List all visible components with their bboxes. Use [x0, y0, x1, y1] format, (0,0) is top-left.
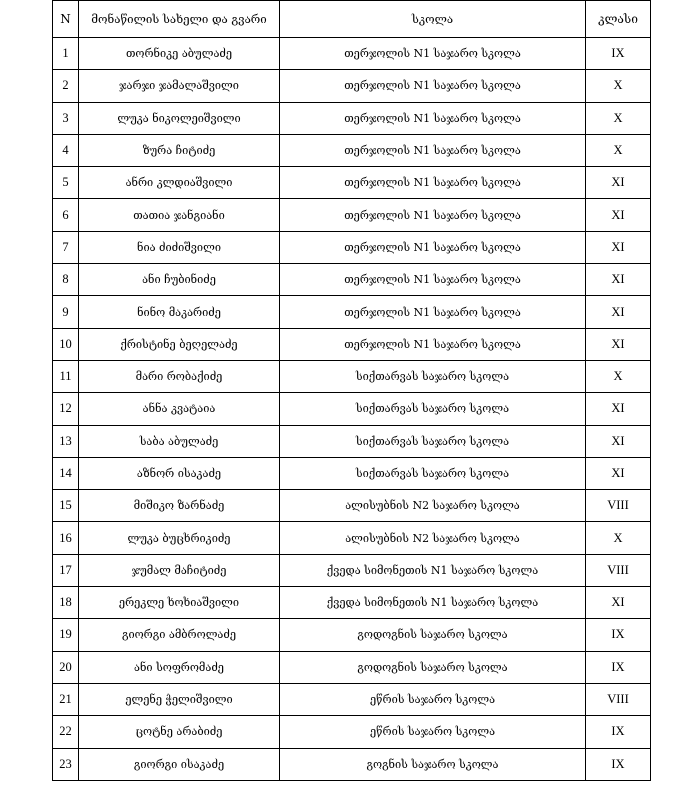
- table-row: [53, 522, 651, 554]
- cell-participant-name: ნინო მაკარიძე: [79, 296, 280, 328]
- cell-number: 17: [53, 554, 79, 586]
- cell-school: ქვედა სიმონეთის N1 საჯარო სკოლა: [280, 587, 586, 619]
- cell-class: X: [586, 134, 651, 166]
- cell-school: ალისუბნის N2 საჯარო სკოლა: [280, 522, 586, 554]
- table-row: [53, 619, 651, 651]
- cell-class: X: [586, 102, 651, 134]
- table-header-row: [53, 1, 651, 38]
- cell-participant-name: ზურა ჩიტიძე: [79, 134, 280, 166]
- cell-school: თერჯოლის N1 საჯარო სკოლა: [280, 102, 586, 134]
- cell-school: თერჯოლის N1 საჯარო სკოლა: [280, 199, 586, 231]
- cell-participant-name: ჯუმალ მაჩიტიძე: [79, 554, 280, 586]
- table-row: [53, 70, 651, 102]
- cell-participant-name: აზნორ ისაკაძე: [79, 457, 280, 489]
- table-row: [53, 490, 651, 522]
- cell-class: VIII: [586, 683, 651, 715]
- cell-number: 19: [53, 619, 79, 651]
- cell-school: თერჯოლის N1 საჯარო სკოლა: [280, 167, 586, 199]
- cell-school: სიქთარვას საჯარო სკოლა: [280, 425, 586, 457]
- cell-class: XI: [586, 393, 651, 425]
- cell-participant-name: ქრისტინე ბეღელაძე: [79, 328, 280, 360]
- table-row: [53, 328, 651, 360]
- cell-class: XI: [586, 199, 651, 231]
- cell-number: 3: [53, 102, 79, 134]
- header-class: კლასი: [586, 1, 651, 38]
- cell-participant-name: ანი ჩუბინიძე: [79, 264, 280, 296]
- table-row: [53, 134, 651, 166]
- table-body: [53, 38, 651, 781]
- cell-school: სიქთარვას საჯარო სკოლა: [280, 457, 586, 489]
- header-number: N: [53, 1, 79, 38]
- cell-number: 9: [53, 296, 79, 328]
- cell-number: 2: [53, 70, 79, 102]
- table-row: [53, 199, 651, 231]
- table-row: [53, 393, 651, 425]
- cell-number: 16: [53, 522, 79, 554]
- cell-class: XI: [586, 328, 651, 360]
- cell-school: ეწრის საჯარო სკოლა: [280, 683, 586, 715]
- cell-school: თერჯოლის N1 საჯარო სკოლა: [280, 328, 586, 360]
- cell-class: XI: [586, 457, 651, 489]
- cell-school: თერჯოლის N1 საჯარო სკოლა: [280, 38, 586, 70]
- table-row: [53, 683, 651, 715]
- cell-participant-name: ანნა კვატაია: [79, 393, 280, 425]
- cell-number: 6: [53, 199, 79, 231]
- cell-participant-name: ლუკა ნიკოლეიშვილი: [79, 102, 280, 134]
- table-row: [53, 231, 651, 263]
- table-row: [53, 587, 651, 619]
- cell-class: XI: [586, 587, 651, 619]
- cell-participant-name: თათია ჯანგიანი: [79, 199, 280, 231]
- cell-participant-name: ელენე ჭელიშვილი: [79, 683, 280, 715]
- cell-class: IX: [586, 38, 651, 70]
- cell-school: თერჯოლის N1 საჯარო სკოლა: [280, 70, 586, 102]
- table-row: [53, 554, 651, 586]
- table-row: [53, 38, 651, 70]
- cell-number: 8: [53, 264, 79, 296]
- cell-participant-name: ერეკლე ხოხიაშვილი: [79, 587, 280, 619]
- table-row: [53, 425, 651, 457]
- cell-participant-name: გიორგი ისაკაძე: [79, 748, 280, 780]
- table-row: [53, 360, 651, 392]
- cell-class: X: [586, 360, 651, 392]
- cell-class: IX: [586, 651, 651, 683]
- table-row: [53, 296, 651, 328]
- cell-school: გოდოგნის საჯარო სკოლა: [280, 619, 586, 651]
- cell-number: 4: [53, 134, 79, 166]
- table-row: [53, 102, 651, 134]
- cell-number: 23: [53, 748, 79, 780]
- cell-class: XI: [586, 296, 651, 328]
- cell-class: XI: [586, 264, 651, 296]
- cell-school: თერჯოლის N1 საჯარო სკოლა: [280, 134, 586, 166]
- cell-participant-name: ანი სოფრომაძე: [79, 651, 280, 683]
- cell-school: ეწრის საჯარო სკოლა: [280, 716, 586, 748]
- table-row: [53, 167, 651, 199]
- cell-participant-name: ცოტნე არაბიძე: [79, 716, 280, 748]
- cell-participant-name: მარი რობაქიძე: [79, 360, 280, 392]
- table-row: [53, 748, 651, 780]
- header-school: სკოლა: [280, 1, 586, 38]
- cell-number: 21: [53, 683, 79, 715]
- cell-school: სიქთარვას საჯარო სკოლა: [280, 393, 586, 425]
- table-row: [53, 457, 651, 489]
- cell-number: 22: [53, 716, 79, 748]
- cell-number: 20: [53, 651, 79, 683]
- cell-school: გოდოგნის საჯარო სკოლა: [280, 651, 586, 683]
- cell-participant-name: გიორგი ამბროლაძე: [79, 619, 280, 651]
- cell-school: თერჯოლის N1 საჯარო სკოლა: [280, 231, 586, 263]
- cell-class: IX: [586, 619, 651, 651]
- cell-number: 11: [53, 360, 79, 392]
- cell-school: თერჯოლის N1 საჯარო სკოლა: [280, 264, 586, 296]
- cell-class: VIII: [586, 554, 651, 586]
- table-row: [53, 651, 651, 683]
- cell-participant-name: ნია ძიძიშვილი: [79, 231, 280, 263]
- cell-class: IX: [586, 748, 651, 780]
- table-row: [53, 716, 651, 748]
- cell-number: 13: [53, 425, 79, 457]
- cell-school: გოგნის საჯარო სკოლა: [280, 748, 586, 780]
- cell-number: 18: [53, 587, 79, 619]
- participants-table: [52, 0, 651, 781]
- cell-number: 5: [53, 167, 79, 199]
- header-participant-name: მონაწილის სახელი და გვარი: [79, 1, 280, 38]
- cell-class: VIII: [586, 490, 651, 522]
- cell-participant-name: ჯარჯი ჯამალაშვილი: [79, 70, 280, 102]
- cell-class: XI: [586, 425, 651, 457]
- cell-participant-name: ლუკა ბუცხრიკიძე: [79, 522, 280, 554]
- cell-class: XI: [586, 231, 651, 263]
- cell-class: X: [586, 522, 651, 554]
- cell-class: XI: [586, 167, 651, 199]
- cell-class: IX: [586, 716, 651, 748]
- cell-participant-name: მიშიკო ზარნაძე: [79, 490, 280, 522]
- cell-school: ალისუბნის N2 საჯარო სკოლა: [280, 490, 586, 522]
- cell-number: 1: [53, 38, 79, 70]
- cell-number: 12: [53, 393, 79, 425]
- cell-school: სიქთარვას საჯარო სკოლა: [280, 360, 586, 392]
- cell-number: 14: [53, 457, 79, 489]
- cell-number: 7: [53, 231, 79, 263]
- cell-number: 15: [53, 490, 79, 522]
- cell-participant-name: საბა აბულაძე: [79, 425, 280, 457]
- cell-school: ქვედა სიმონეთის N1 საჯარო სკოლა: [280, 554, 586, 586]
- table-row: [53, 264, 651, 296]
- cell-participant-name: ანრი კლდიაშვილი: [79, 167, 280, 199]
- cell-number: 10: [53, 328, 79, 360]
- cell-participant-name: თორნიკე აბულაძე: [79, 38, 280, 70]
- cell-school: თერჯოლის N1 საჯარო სკოლა: [280, 296, 586, 328]
- cell-class: X: [586, 70, 651, 102]
